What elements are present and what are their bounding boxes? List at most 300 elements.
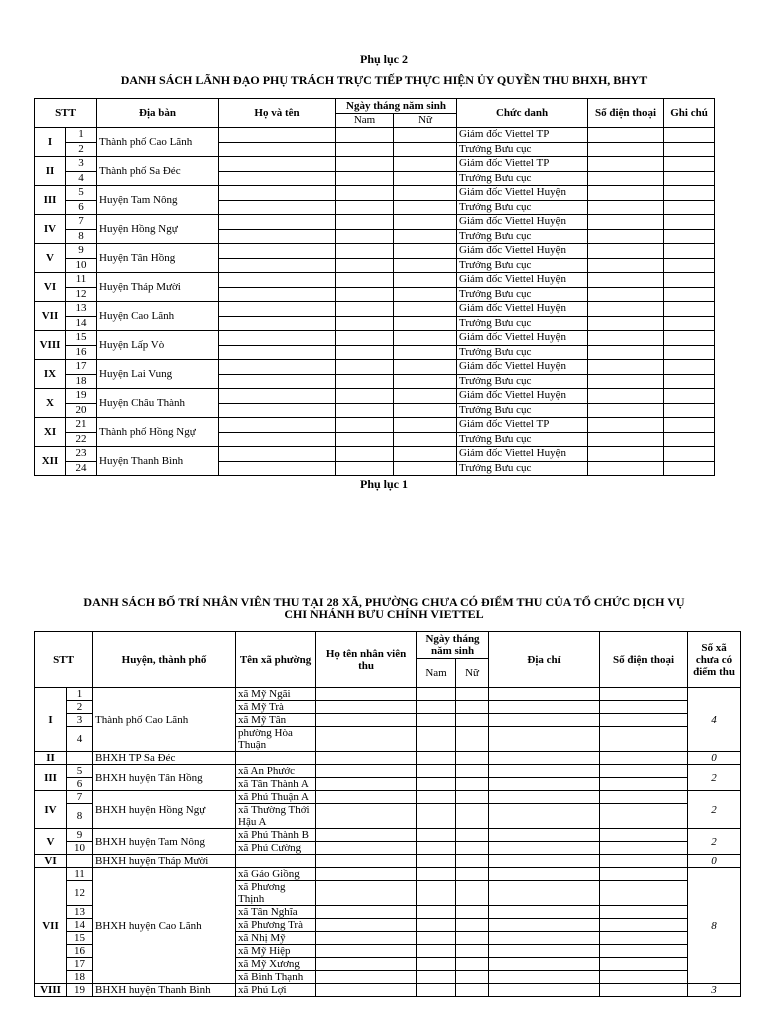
row-number: 4	[66, 171, 97, 186]
phone-cell	[588, 389, 664, 404]
name-cell	[219, 432, 336, 447]
roman-numeral: III	[35, 765, 67, 791]
male-dob-cell	[336, 273, 394, 288]
phone-cell	[588, 302, 664, 317]
phone-cell	[588, 244, 664, 259]
male-dob-cell	[336, 447, 394, 462]
ward-cell: xã Tân Nghĩa	[236, 906, 316, 919]
row-number	[67, 752, 93, 765]
area-cell: Thành phố Sa Đéc	[97, 157, 219, 186]
female-dob-cell	[394, 215, 457, 230]
district-cell: BHXH huyện Thanh Bình	[93, 984, 236, 997]
name-cell	[219, 157, 336, 172]
female-dob-cell	[456, 752, 489, 765]
phone-cell	[600, 701, 688, 714]
phone-cell	[600, 881, 688, 906]
position-cell: Trưởng Bưu cục	[457, 316, 588, 331]
row-number: 6	[66, 200, 97, 215]
position-cell: Giám đốc Viettel Huyện	[457, 186, 588, 201]
female-dob-cell	[456, 804, 489, 829]
male-dob-cell	[417, 958, 456, 971]
position-cell: Trưởng Bưu cục	[457, 403, 588, 418]
note-cell	[664, 432, 715, 447]
header2-count: Số xã chưa có điểm thu	[688, 632, 741, 688]
name-cell	[219, 229, 336, 244]
female-dob-cell	[394, 142, 457, 157]
table1-title: DANH SÁCH LÃNH ĐẠO PHỤ TRÁCH TRỰC TIẾP THỰC HIỆN ỦY QUYỀN THU BHXH, BHYT	[120, 73, 648, 87]
male-dob-cell	[417, 984, 456, 997]
row-number: 8	[67, 804, 93, 829]
phone-cell	[588, 345, 664, 360]
female-dob-cell	[394, 157, 457, 172]
roman-numeral: VII	[35, 868, 67, 984]
staff-cell	[316, 919, 417, 932]
name-cell	[219, 142, 336, 157]
roman-numeral: I	[35, 128, 66, 157]
female-dob-cell	[394, 128, 457, 143]
address-cell	[489, 778, 600, 791]
name-cell	[219, 331, 336, 346]
ward-cell: xã Mỹ Ngãi	[236, 688, 316, 701]
male-dob-cell	[417, 727, 456, 752]
table-row	[35, 215, 715, 230]
count-cell: 2	[688, 791, 741, 829]
staff-cell	[316, 984, 417, 997]
table-row	[35, 273, 715, 288]
male-dob-cell	[336, 432, 394, 447]
table-row	[35, 157, 715, 172]
note-cell	[664, 258, 715, 273]
name-cell	[219, 200, 336, 215]
table-row	[35, 752, 741, 765]
phone-cell	[600, 752, 688, 765]
male-dob-cell	[417, 829, 456, 842]
female-dob-cell	[394, 316, 457, 331]
female-dob-cell	[456, 945, 489, 958]
position-cell: Trưởng Bưu cục	[457, 287, 588, 302]
count-cell: 8	[688, 868, 741, 984]
header2-district: Huyện, thành phố	[93, 632, 236, 688]
area-cell: Huyện Tân Hồng	[97, 244, 219, 273]
note-cell	[664, 171, 715, 186]
header-phone: Số điện thoại	[588, 99, 664, 128]
phone-cell	[600, 842, 688, 855]
count-cell: 2	[688, 765, 741, 791]
female-dob-cell	[394, 229, 457, 244]
header2-staff: Họ tên nhân viên thu	[316, 632, 417, 688]
note-cell	[664, 287, 715, 302]
female-dob-cell	[394, 447, 457, 462]
phone-cell	[600, 778, 688, 791]
female-dob-cell	[456, 778, 489, 791]
staff-cell	[316, 688, 417, 701]
note-cell	[664, 215, 715, 230]
male-dob-cell	[336, 171, 394, 186]
female-dob-cell	[394, 302, 457, 317]
area-cell: Huyện Lai Vung	[97, 360, 219, 389]
staff-cell	[316, 804, 417, 829]
male-dob-cell	[336, 215, 394, 230]
ward-cell: xã Mỹ Trà	[236, 701, 316, 714]
phone-cell	[600, 804, 688, 829]
male-dob-cell	[417, 804, 456, 829]
phone-cell	[600, 932, 688, 945]
phone-cell	[588, 273, 664, 288]
header-female: Nữ	[394, 114, 457, 128]
male-dob-cell	[336, 142, 394, 157]
appendix-2-label: Phụ lục 2	[359, 52, 408, 66]
position-cell: Trưởng Bưu cục	[457, 229, 588, 244]
staff-cell	[316, 842, 417, 855]
male-dob-cell	[336, 128, 394, 143]
row-number: 5	[66, 186, 97, 201]
staff-cell	[316, 855, 417, 868]
row-number: 12	[67, 881, 93, 906]
address-cell	[489, 804, 600, 829]
table-row	[35, 984, 741, 997]
address-cell	[489, 765, 600, 778]
table-row	[35, 791, 741, 804]
address-cell	[489, 727, 600, 752]
area-cell: Huyện Tháp Mười	[97, 273, 219, 302]
address-cell	[489, 881, 600, 906]
roman-numeral: II	[35, 752, 67, 765]
male-dob-cell	[336, 345, 394, 360]
male-dob-cell	[417, 881, 456, 906]
ward-cell: xã An Phước	[236, 765, 316, 778]
row-number: 7	[66, 215, 97, 230]
female-dob-cell	[456, 829, 489, 842]
phone-cell	[588, 418, 664, 433]
header2-female: Nữ	[456, 659, 489, 688]
address-cell	[489, 855, 600, 868]
row-number: 11	[66, 273, 97, 288]
row-number: 12	[66, 287, 97, 302]
male-dob-cell	[336, 258, 394, 273]
row-number: 14	[67, 919, 93, 932]
male-dob-cell	[336, 186, 394, 201]
position-cell: Trưởng Bưu cục	[457, 200, 588, 215]
roman-numeral: XI	[35, 418, 66, 447]
female-dob-cell	[394, 418, 457, 433]
staff-cell	[316, 752, 417, 765]
table-row	[35, 688, 741, 701]
ward-cell: xã Thường Thới Hậu A	[236, 804, 316, 829]
header-male: Nam	[336, 114, 394, 128]
phone-cell	[588, 142, 664, 157]
position-cell: Giám đốc Viettel TP	[457, 157, 588, 172]
table-row	[35, 186, 715, 201]
female-dob-cell	[394, 389, 457, 404]
table2-title-line2: CHI NHÁNH BƯU CHÍNH VIETTEL	[284, 607, 484, 621]
count-cell: 4	[688, 688, 741, 752]
staff-cell	[316, 829, 417, 842]
position-cell: Giám đốc Viettel Huyện	[457, 215, 588, 230]
male-dob-cell	[336, 418, 394, 433]
address-cell	[489, 945, 600, 958]
female-dob-cell	[456, 932, 489, 945]
ward-cell: xã Phú Thuận A	[236, 791, 316, 804]
row-number: 8	[66, 229, 97, 244]
row-number: 18	[66, 374, 97, 389]
header2-stt: STT	[35, 632, 93, 688]
leaders-table-body	[35, 128, 715, 476]
row-number: 19	[67, 984, 93, 997]
address-cell	[489, 971, 600, 984]
note-cell	[664, 273, 715, 288]
header2-dob: Ngày tháng năm sinh	[417, 632, 489, 659]
address-cell	[489, 958, 600, 971]
row-number: 4	[67, 727, 93, 752]
note-cell	[664, 142, 715, 157]
table2-title-line1: DANH SÁCH BỐ TRÍ NHÂN VIÊN THU TẠI 28 XÃ, PHƯỜNG CHƯA CÓ ĐIỂM THU CỦA TỔ CHỨC DỊCH VỤ	[83, 595, 685, 609]
phone-cell	[588, 171, 664, 186]
staff-cell	[316, 727, 417, 752]
phone-cell	[600, 727, 688, 752]
ward-cell: xã Phương Trà	[236, 919, 316, 932]
staff-cell	[316, 791, 417, 804]
male-dob-cell	[336, 229, 394, 244]
female-dob-cell	[456, 765, 489, 778]
phone-cell	[588, 287, 664, 302]
ward-cell: xã Phú Cường	[236, 842, 316, 855]
header-dob: Ngày tháng năm sinh	[336, 99, 457, 114]
row-number: 1	[66, 128, 97, 143]
row-number: 13	[66, 302, 97, 317]
row-number: 17	[67, 958, 93, 971]
male-dob-cell	[417, 919, 456, 932]
row-number: 20	[66, 403, 97, 418]
row-number: 18	[67, 971, 93, 984]
row-number: 3	[66, 157, 97, 172]
header-stt: STT	[35, 99, 97, 128]
roman-numeral: IX	[35, 360, 66, 389]
staff-cell	[316, 765, 417, 778]
header2-ward: Tên xã phường	[236, 632, 316, 688]
area-cell: Thành phố Cao Lãnh	[97, 128, 219, 157]
staff-cell	[316, 932, 417, 945]
staff-cell	[316, 778, 417, 791]
name-cell	[219, 447, 336, 462]
ward-cell: xã Nhị Mỹ	[236, 932, 316, 945]
staff-table	[34, 631, 741, 997]
address-cell	[489, 714, 600, 727]
male-dob-cell	[336, 287, 394, 302]
position-cell: Trưởng Bưu cục	[457, 345, 588, 360]
female-dob-cell	[456, 971, 489, 984]
note-cell	[664, 186, 715, 201]
male-dob-cell	[336, 244, 394, 259]
row-number: 3	[67, 714, 93, 727]
row-number: 22	[66, 432, 97, 447]
note-cell	[664, 316, 715, 331]
position-cell: Giám đốc Viettel Huyện	[457, 331, 588, 346]
phone-cell	[588, 128, 664, 143]
address-cell	[489, 829, 600, 842]
table-row	[35, 128, 715, 143]
row-number: 16	[66, 345, 97, 360]
male-dob-cell	[417, 752, 456, 765]
female-dob-cell	[456, 868, 489, 881]
table-row	[35, 244, 715, 259]
phone-cell	[600, 714, 688, 727]
roman-numeral: II	[35, 157, 66, 186]
female-dob-cell	[456, 958, 489, 971]
address-cell	[489, 688, 600, 701]
phone-cell	[588, 215, 664, 230]
roman-numeral: VII	[35, 302, 66, 331]
name-cell	[219, 302, 336, 317]
position-cell: Trưởng Bưu cục	[457, 374, 588, 389]
address-cell	[489, 868, 600, 881]
note-cell	[664, 345, 715, 360]
district-cell: BHXH TP Sa Đéc	[93, 752, 236, 765]
ward-cell	[236, 855, 316, 868]
male-dob-cell	[417, 701, 456, 714]
staff-table-body	[35, 688, 741, 997]
header2-male: Nam	[417, 659, 456, 688]
count-cell: 0	[688, 855, 741, 868]
female-dob-cell	[394, 258, 457, 273]
male-dob-cell	[417, 868, 456, 881]
male-dob-cell	[417, 765, 456, 778]
note-cell	[664, 128, 715, 143]
phone-cell	[600, 829, 688, 842]
position-cell: Giám đốc Viettel TP	[457, 128, 588, 143]
phone-cell	[588, 200, 664, 215]
ward-cell: xã Gáo Giồng	[236, 868, 316, 881]
female-dob-cell	[394, 171, 457, 186]
position-cell: Trưởng Bưu cục	[457, 142, 588, 157]
male-dob-cell	[417, 688, 456, 701]
position-cell: Trưởng Bưu cục	[457, 258, 588, 273]
row-number: 19	[66, 389, 97, 404]
phone-cell	[588, 186, 664, 201]
name-cell	[219, 461, 336, 476]
name-cell	[219, 345, 336, 360]
row-number: 9	[66, 244, 97, 259]
row-number: 13	[67, 906, 93, 919]
phone-cell	[588, 432, 664, 447]
row-number: 17	[66, 360, 97, 375]
male-dob-cell	[417, 932, 456, 945]
name-cell	[219, 316, 336, 331]
phone-cell	[600, 958, 688, 971]
note-cell	[664, 244, 715, 259]
table-row	[35, 360, 715, 375]
row-number: 23	[66, 447, 97, 462]
roman-numeral: VIII	[35, 984, 67, 997]
phone-cell	[588, 360, 664, 375]
phone-cell	[588, 461, 664, 476]
phone-cell	[588, 316, 664, 331]
table-row	[35, 447, 715, 462]
row-number: 6	[67, 778, 93, 791]
note-cell	[664, 229, 715, 244]
table-row	[35, 868, 741, 881]
note-cell	[664, 418, 715, 433]
area-cell: Huyện Châu Thành	[97, 389, 219, 418]
table-row	[35, 855, 741, 868]
row-number: 15	[67, 932, 93, 945]
row-number: 10	[67, 842, 93, 855]
count-cell: 3	[688, 984, 741, 997]
male-dob-cell	[336, 360, 394, 375]
ward-cell: xã Phương Thịnh	[236, 881, 316, 906]
name-cell	[219, 418, 336, 433]
phone-cell	[600, 868, 688, 881]
name-cell	[219, 287, 336, 302]
row-number: 2	[66, 142, 97, 157]
row-number: 24	[66, 461, 97, 476]
female-dob-cell	[394, 345, 457, 360]
district-cell: BHXH huyện Tam Nông	[93, 829, 236, 855]
female-dob-cell	[394, 186, 457, 201]
phone-cell	[588, 374, 664, 389]
male-dob-cell	[336, 316, 394, 331]
row-number: 15	[66, 331, 97, 346]
row-number: 5	[67, 765, 93, 778]
name-cell	[219, 273, 336, 288]
note-cell	[664, 374, 715, 389]
male-dob-cell	[336, 374, 394, 389]
male-dob-cell	[417, 842, 456, 855]
table-row	[35, 765, 741, 778]
female-dob-cell	[394, 360, 457, 375]
phone-cell	[600, 765, 688, 778]
header-position: Chức danh	[457, 99, 588, 128]
note-cell	[664, 360, 715, 375]
name-cell	[219, 215, 336, 230]
area-cell: Thành phố Hồng Ngự	[97, 418, 219, 447]
position-cell: Giám đốc Viettel Huyện	[457, 389, 588, 404]
phone-cell	[600, 791, 688, 804]
roman-numeral: VI	[35, 855, 67, 868]
ward-cell	[236, 752, 316, 765]
male-dob-cell	[417, 778, 456, 791]
ward-cell: xã Mỹ Hiệp	[236, 945, 316, 958]
phone-cell	[600, 971, 688, 984]
phone-cell	[600, 906, 688, 919]
female-dob-cell	[394, 331, 457, 346]
female-dob-cell	[394, 461, 457, 476]
male-dob-cell	[336, 461, 394, 476]
note-cell	[664, 447, 715, 462]
row-number: 11	[67, 868, 93, 881]
position-cell: Giám đốc Viettel Huyện	[457, 360, 588, 375]
ward-cell: xã Phú Lợi	[236, 984, 316, 997]
name-cell	[219, 171, 336, 186]
female-dob-cell	[394, 374, 457, 389]
row-number: 7	[67, 791, 93, 804]
row-number: 21	[66, 418, 97, 433]
name-cell	[219, 360, 336, 375]
female-dob-cell	[394, 244, 457, 259]
staff-cell	[316, 971, 417, 984]
female-dob-cell	[456, 855, 489, 868]
note-cell	[664, 461, 715, 476]
female-dob-cell	[394, 287, 457, 302]
male-dob-cell	[417, 714, 456, 727]
table-row	[35, 418, 715, 433]
row-number: 10	[66, 258, 97, 273]
row-number: 9	[67, 829, 93, 842]
address-cell	[489, 906, 600, 919]
phone-cell	[600, 855, 688, 868]
table-row	[35, 302, 715, 317]
roman-numeral: IV	[35, 215, 66, 244]
phone-cell	[600, 984, 688, 997]
